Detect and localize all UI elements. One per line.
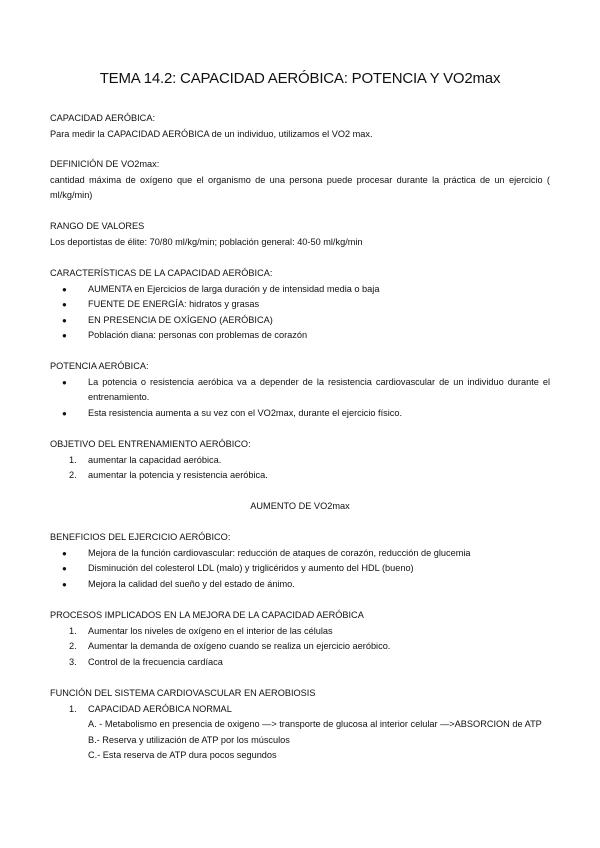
section-heading: CARACTERÍSTICAS DE LA CAPACIDAD AERÓBICA: <box>50 268 273 278</box>
section-procesos <box>50 608 550 670</box>
list-item: ● EN PRESENCIA DE OXÍGENO (AERÓBICA) <box>50 313 550 329</box>
list-item: ● FUENTE DE ENERGÍA: hidratos y grasas <box>50 297 550 313</box>
section-heading: RANGO DE VALORES <box>50 221 145 231</box>
bullet-icon: ● <box>62 548 67 558</box>
section-heading: POTENCIA AERÓBICA: <box>50 361 149 371</box>
bullet-icon: ● <box>62 377 67 387</box>
bullet-icon: ● <box>62 284 67 294</box>
section-heading: FUNCIÓN DEL SISTEMA CARDIOVASCULAR EN AEROBIOSIS <box>50 688 316 698</box>
page-title: TEMA 14.2: CAPACIDAD AERÓBICA: POTENCIA Y VO2max <box>99 70 501 87</box>
list-item: ● Población diana: personas con problemas de corazón <box>50 328 550 344</box>
bullet-icon: ● <box>62 408 67 418</box>
list-item: ● AUMENTA en Ejercicios de larga duración y de intensidad media o baja <box>50 282 550 298</box>
sub-item-a: A. - Metabolismo en presencia de oxigeno —> transporte de glucosa al interior celular —>ABSORCION de ATP <box>88 719 542 729</box>
list-item: ● La potencia o resistencia aeróbica va a depender de la resistencia cardiovascular de un individuo durante el entrenamiento. <box>62 376 550 402</box>
section-text: Para medir la CAPACIDAD AERÓBICA de un individuo, utilizamos el VO2 max. <box>50 128 373 139</box>
bullet-icon: ● <box>62 579 67 589</box>
bullet-icon: ● <box>62 315 67 325</box>
section-objetivo <box>50 437 550 484</box>
list-item: 1. aumentar la capacidad aeróbica. <box>69 454 222 465</box>
numbered-list <box>50 702 550 718</box>
section-heading: DEFINICIÓN DE VO2max: <box>50 159 160 169</box>
list-item: 2. Aumentar la demanda de oxígeno cuando se realiza un ejercicio aeróbico. <box>69 641 391 651</box>
section-text: cantidad máxima de oxígeno que el organismo de una persona puede procesar durante la práctica de un ejercicio ( ml/kg/min) <box>50 174 550 200</box>
section-heading: BENEFICIOS DEL EJERCICIO AERÓBICO: <box>50 532 231 542</box>
section-capacidad <box>50 111 550 142</box>
bullet-icon: ● <box>62 331 67 340</box>
sub-item-b: B.- Reserva y utilización de ATP por los músculos <box>88 734 290 745</box>
numbered-list <box>50 453 550 484</box>
section-beneficios <box>50 530 550 592</box>
section-heading: OBJETIVO DEL ENTRENAMIENTO AERÓBICO: <box>50 439 251 449</box>
centered-subtitle: AUMENTO DE VO2max <box>250 501 350 511</box>
sub-item-c: C.- Esta reserva de ATP dura pocos segundos <box>88 750 277 760</box>
section-heading: PROCESOS IMPLICADOS EN LA MEJORA DE LA CAPACIDAD AERÓBICA <box>50 610 364 620</box>
section-funcion <box>50 686 550 764</box>
bullet-list <box>50 375 550 422</box>
list-item: ● Disminución del colesterol LDL (malo) y triglicéridos y aumento del HDL (bueno) <box>50 561 550 577</box>
list-item: 1. Aumentar los niveles de oxígeno en el interior de las células <box>69 625 333 636</box>
section-definicion <box>50 157 550 204</box>
list-item: ● Esta resistencia aumenta a su vez con el VO2max, durante el ejercicio físico. <box>50 406 550 422</box>
section-text: Los deportistas de élite: 70/80 ml/kg/min; población general: 40-50 ml/kg/min <box>50 236 363 247</box>
list-item: 1. CAPACIDAD AERÓBICA NORMAL <box>69 703 232 714</box>
section-caracteristicas <box>50 266 550 344</box>
bullet-icon: ● <box>62 564 67 573</box>
section-potencia <box>50 359 550 421</box>
section-rango <box>50 219 550 250</box>
numbered-list <box>50 624 550 671</box>
list-item: 3. Control de la frecuencia cardíaca <box>69 656 223 667</box>
section-heading: CAPACIDAD AERÓBICA: <box>50 113 155 123</box>
list-item: ● Mejora la calidad del sueño y del estado de ánimo. <box>50 577 550 593</box>
bullet-list <box>50 546 550 593</box>
bullet-list <box>50 282 550 344</box>
list-item: 2. aumentar la potencia y resistencia aeróbica. <box>69 470 268 480</box>
list-item: ● Mejora de la función cardiovascular: reducción de ataques de corazón, reducción de glucemia <box>50 546 550 562</box>
bullet-icon: ● <box>62 300 67 309</box>
